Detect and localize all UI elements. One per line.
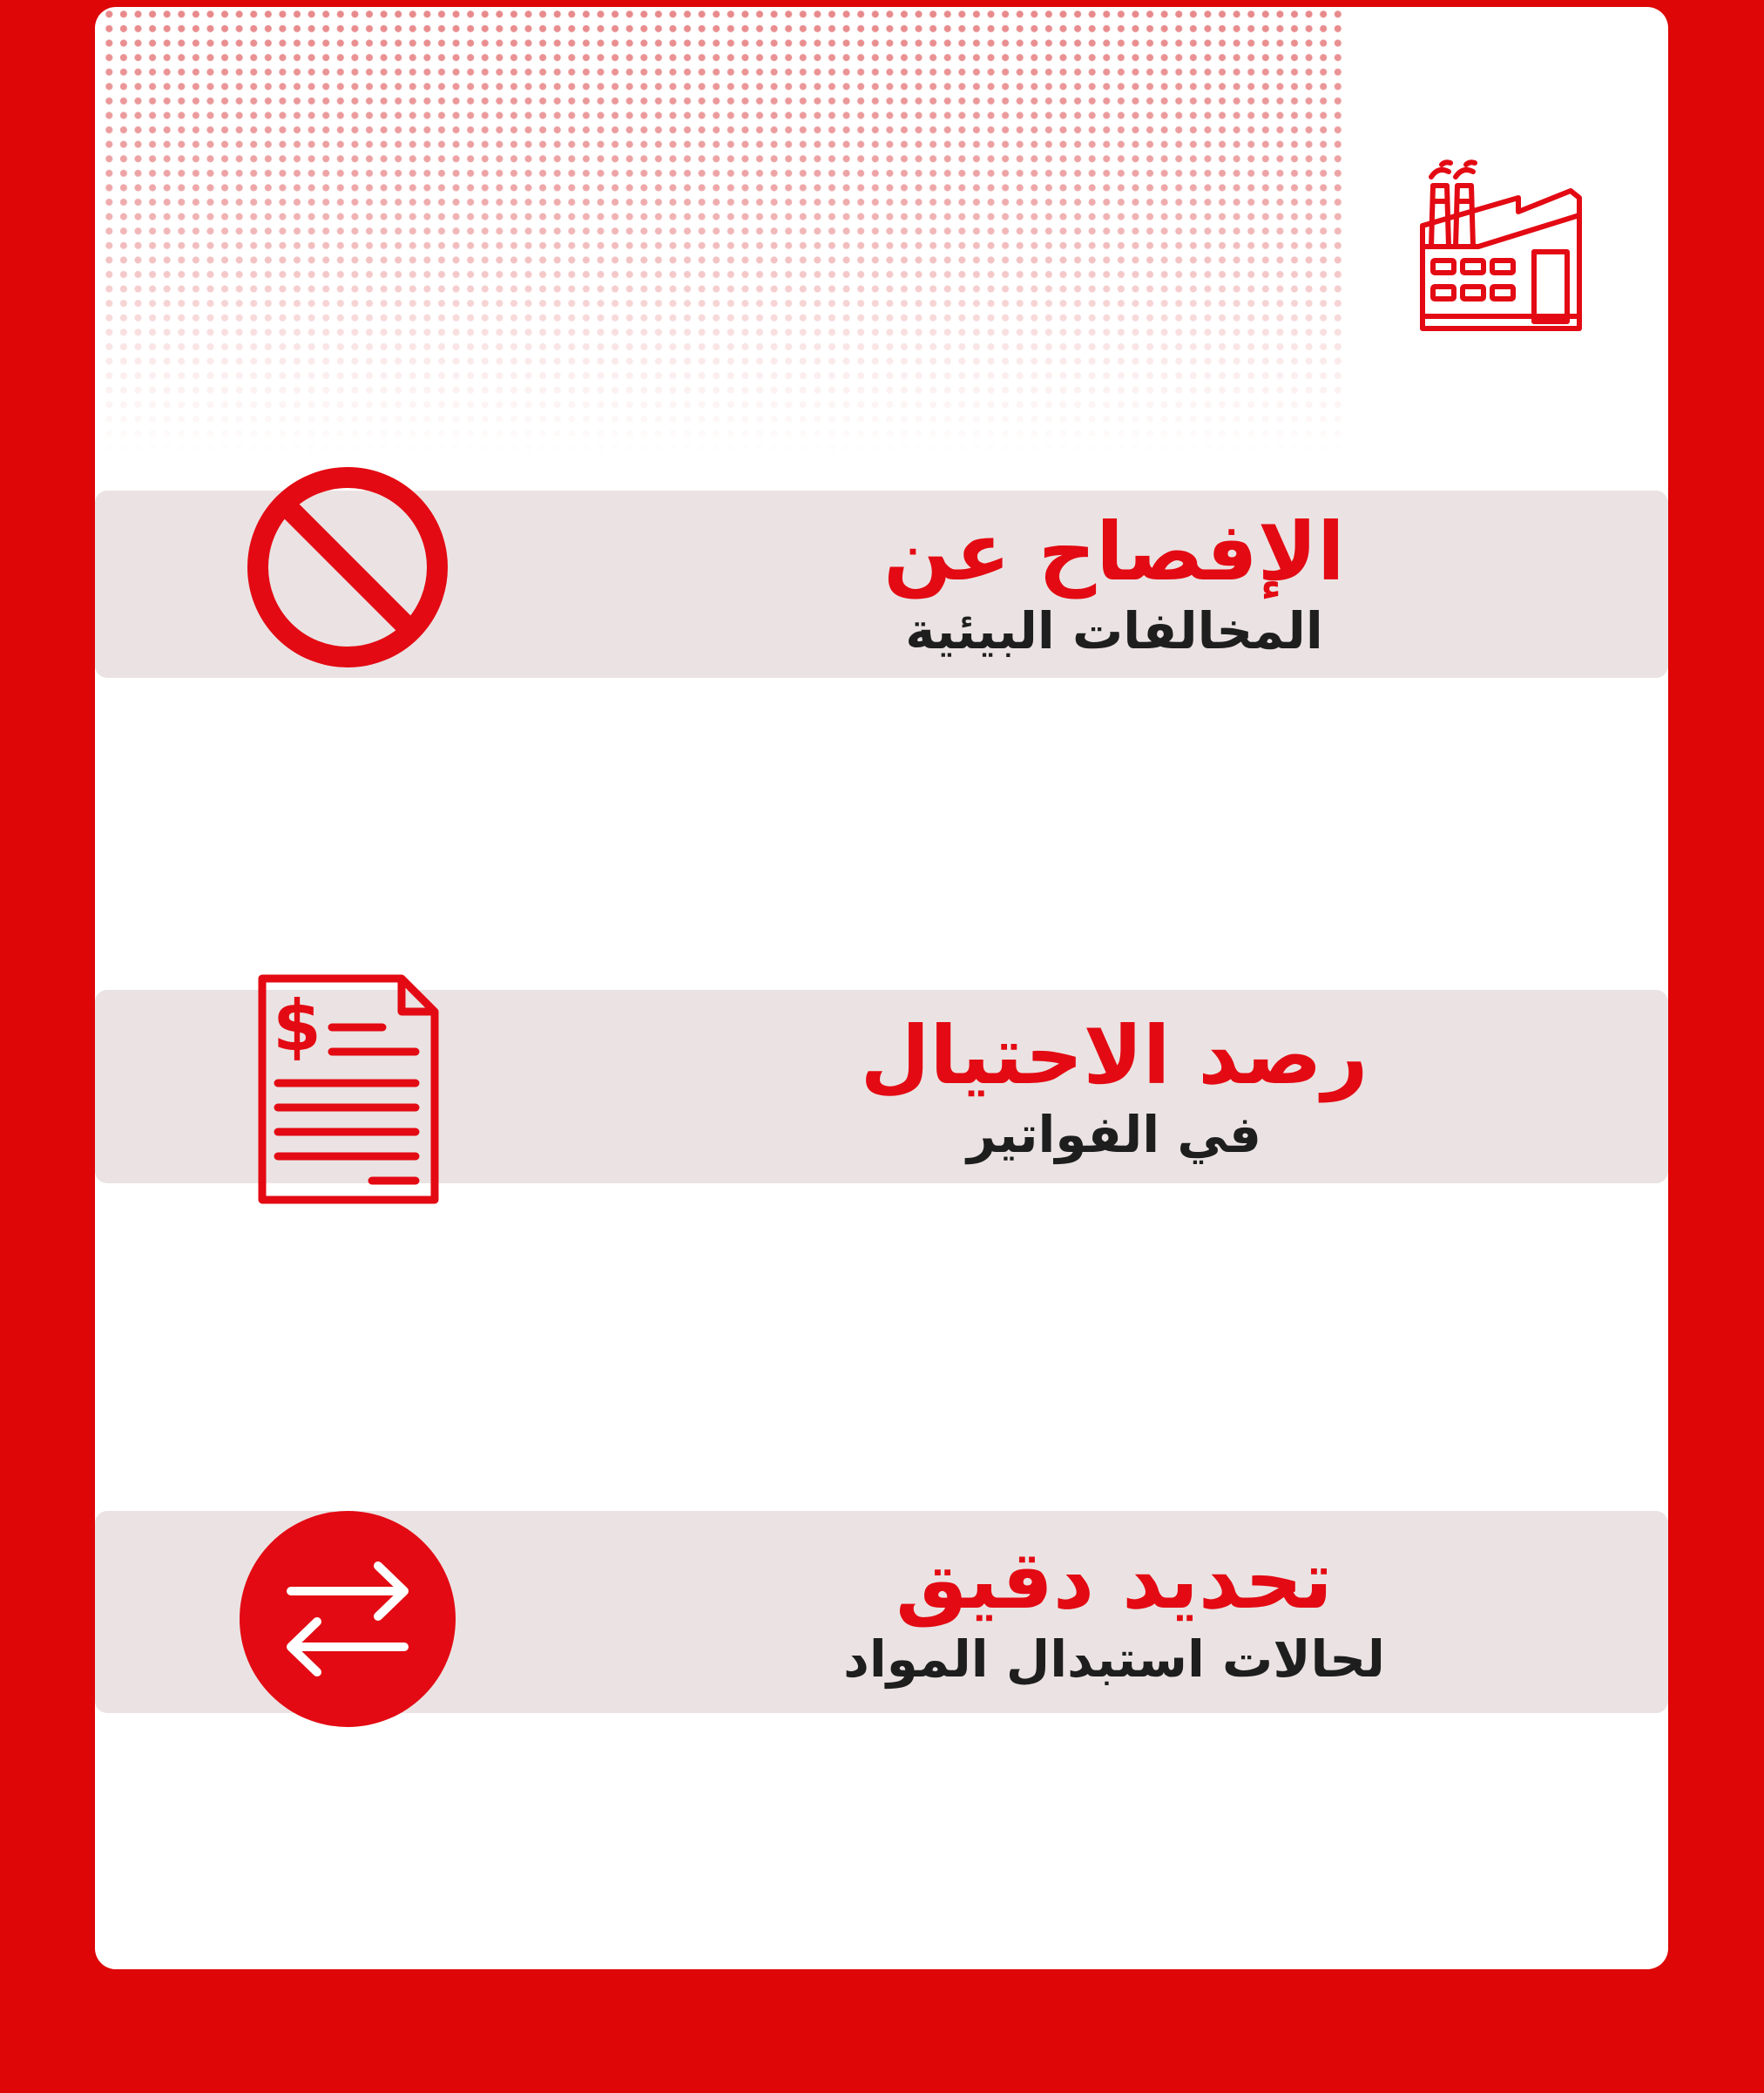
swap-arrows-icon <box>239 1510 456 1728</box>
invoice-dollar-icon <box>252 972 443 1207</box>
feature-title-3: تحديد دقيق <box>896 1534 1333 1627</box>
prohibited-icon <box>243 463 452 672</box>
feature-subtitle-3: لحالات استبدال المواد <box>843 1629 1385 1689</box>
dot-pattern <box>102 7 1342 460</box>
feature-text-3 <box>635 1534 1593 1690</box>
content-card <box>95 7 1668 1969</box>
feature-subtitle-2: في الفواتير <box>966 1105 1262 1164</box>
feature-title-2: رصد الاحتيال <box>860 1009 1369 1102</box>
feature-text-1 <box>766 505 1463 662</box>
factory-icon <box>1416 159 1590 334</box>
feature-title-1: الإفصاح عن <box>883 505 1345 599</box>
feature-subtitle-1: المخالفات البيئية <box>905 601 1323 660</box>
svg-text:$: $ <box>273 986 321 1067</box>
feature-text-2 <box>766 1009 1463 1166</box>
